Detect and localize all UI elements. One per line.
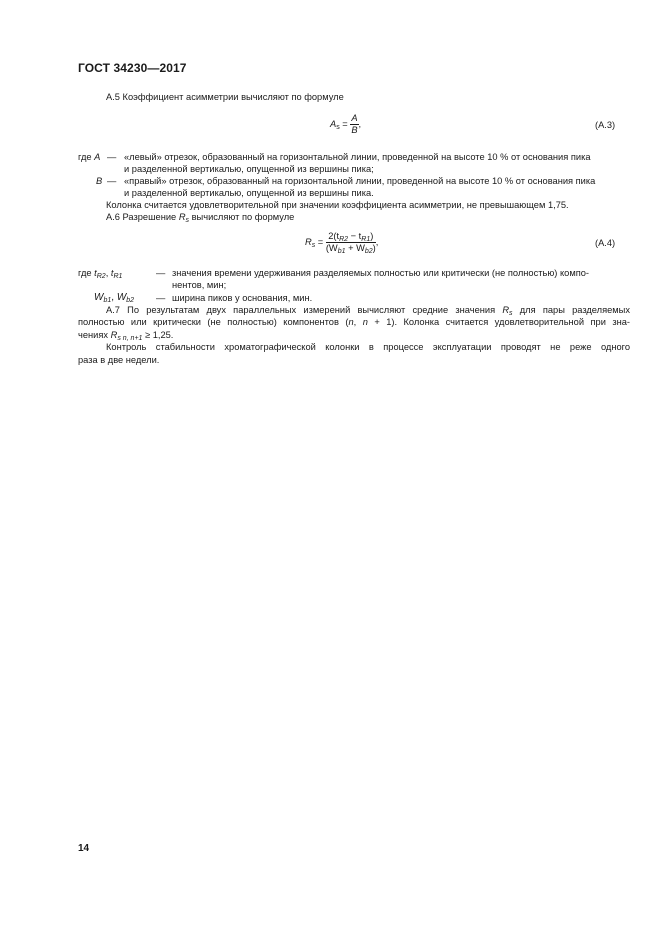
formula-lhs: A [330,118,337,129]
fraction [350,113,358,136]
where-b-desc-2: и разделенной вертикалью, опущенной из вершины пика. [124,188,374,198]
where-prefix: где [78,268,95,278]
symbol-n: n [362,317,368,327]
den-sub: b2 [364,248,373,255]
formula-a4 [305,231,378,254]
symbol-r: R [178,212,186,222]
symbol-sub: b1 [103,297,112,304]
formula-lhs-sub: s [336,123,340,131]
num-part: ) [370,231,374,241]
den-part: (W [325,243,338,253]
dash: — [107,152,117,162]
symbol-t: t [94,268,97,278]
fraction-denominator [326,243,376,254]
symbol-w: W [116,292,127,303]
formula-tail: , [358,118,362,129]
fraction [326,231,376,254]
page-number: 14 [78,843,90,854]
where-a-desc-2: и разделенной вертикалью, опущенной из вершины пика; [124,164,374,174]
formula-tail: , [375,236,379,247]
equation-number-a3: (А.3) [595,120,616,130]
symbol-r: R [502,305,510,315]
control-line1 [106,341,630,353]
formula-a3 [330,113,361,136]
formula-lhs-sub: s [311,241,316,249]
den-part: + W [345,243,365,253]
symbol-sub: R1 [113,273,123,280]
formula-eq: = [315,236,326,247]
where-t-label [78,267,122,279]
symbol-sub: s [509,310,513,317]
where-a-line1 [78,151,100,163]
text: ≥ 1,25. [142,330,174,340]
num-sub: R2 [339,236,349,243]
sep: , [111,292,117,303]
formula-lhs: R [305,236,312,247]
symbol-a: A [94,152,101,162]
where-t-desc-1: значения времени удерживания разделяемых полностью или критически (не полностью) компо- [172,268,590,278]
justified-line [106,304,630,316]
num-part: − t [348,231,362,241]
symbol-n: n [348,317,354,327]
text: для пары разделяемых [512,305,631,315]
fraction-denominator: B [351,125,358,135]
symbol-sub: R2 [96,273,106,280]
where-prefix: где [78,152,92,162]
justified-line [78,316,630,328]
symbol-w: W [94,292,104,303]
text: А.7 По результатам двух параллельных измерений вычисляют средние значения [106,305,503,315]
fraction-numerator [326,231,376,243]
text: полностью или критически (не полностью) компонентов ( [78,317,349,327]
symbol-t: t [110,268,114,278]
text: А.6 Разрешение [106,212,179,222]
fraction-numerator: A [351,113,358,123]
control-line2: раза в две недели. [78,355,160,365]
num-sub: R1 [361,236,371,243]
dash: — [156,268,166,278]
equation-number-a4: (А.4) [595,238,616,248]
symbol-b: B [96,176,103,186]
where-w-label [94,292,134,304]
text: вычисляют по формуле [189,212,295,222]
text: чениях [78,330,111,340]
den-part: ) [372,243,376,253]
symbol-r: R [110,330,118,340]
section-a7-line3 [78,329,173,341]
num-part: 2(t [328,231,340,241]
where-a-desc-1: «левый» отрезок, образованный на горизонтальной линии, проведенной на высоте 10 % от основания пика [124,152,591,162]
section-a6-intro [106,211,294,223]
den-sub: b1 [337,248,346,255]
section-a5-intro: А.5 Коэффициент асимметрии вычисляют по формуле [106,92,344,102]
dash: — [156,293,166,303]
justified-line: Контроль стабильности хроматографической колонки в процессе эксплуатации проводят не реже одного [106,342,630,352]
text: + 1). Колонка считается удовлетворительной при зна- [367,317,630,327]
symbol-sub: s n, n+1 [117,335,143,342]
sep: , [105,268,111,278]
symbol-sub: s [185,217,190,224]
section-a5-conclusion: Колонка считается удовлетворительной при значении коэффициента асимметрии, не превышающем 1,75. [106,200,569,210]
section-a7-line2 [78,316,630,328]
section-a7-line1 [106,304,630,316]
dash: — [107,176,117,186]
formula-eq: = [339,118,351,129]
where-w-desc: ширина пиков у основания, мин. [172,293,313,303]
sep: , [353,317,363,327]
symbol-sub: b2 [126,297,135,304]
where-b-desc-1: «правый» отрезок, образованный на горизонтальной линии, проведенной на высоте 10 % от основания пика [124,176,596,186]
document-header: ГОСТ 34230—2017 [78,61,187,75]
where-t-desc-2: нентов, мин; [172,280,227,290]
